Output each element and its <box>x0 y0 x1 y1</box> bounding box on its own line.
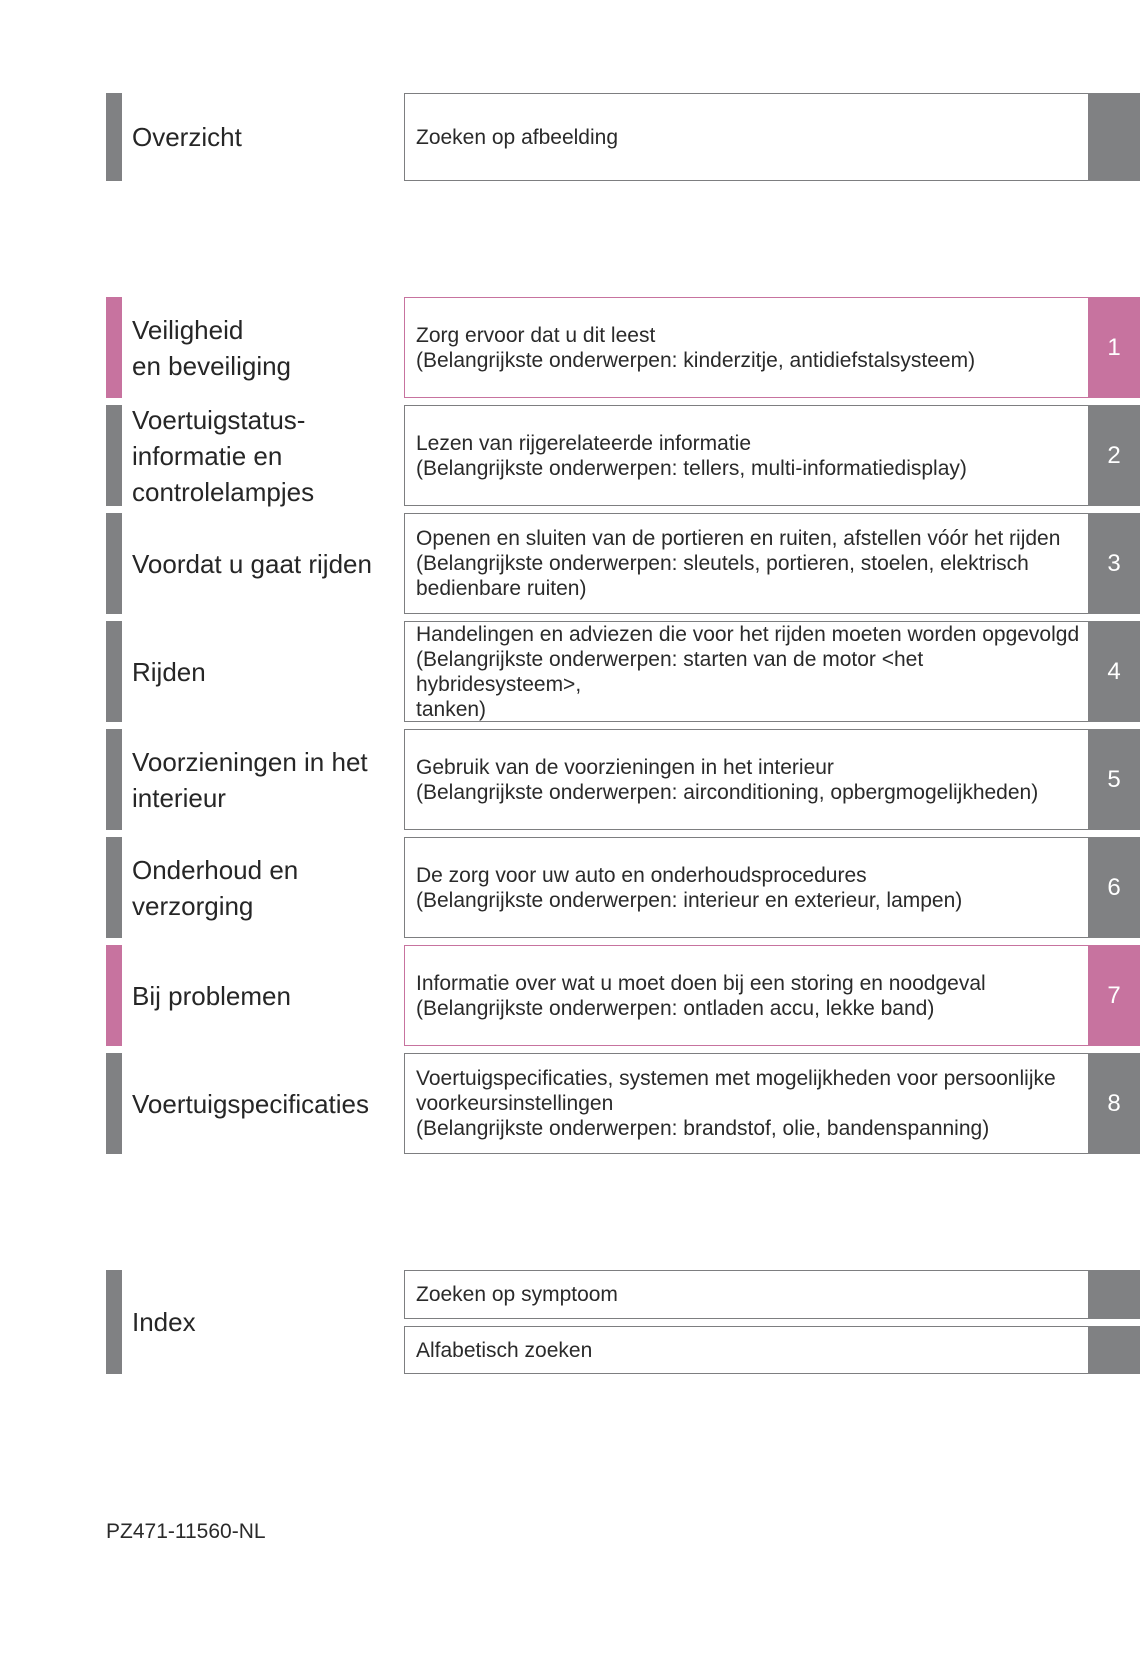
chapter-title <box>132 945 392 1046</box>
chapter-title-text: Voorzieningen in het interieur <box>132 746 368 813</box>
chapter-tab[interactable]: 8 <box>1088 1053 1140 1154</box>
section-bar <box>106 513 122 614</box>
chapter-description-line: (Belangrijkste onderwerpen: brandstof, olie, bandenspanning) <box>416 1117 990 1140</box>
chapter-row-8[interactable] <box>0 1053 1142 1154</box>
overview-tab[interactable] <box>1088 93 1140 181</box>
chapter-description-line: bedienbare ruiten) <box>416 577 587 600</box>
chapter-title-text: Voordat u gaat rijden <box>132 548 372 579</box>
chapter-description-line: (Belangrijkste onderwerpen: interieur en exterieur, lampen) <box>416 888 963 912</box>
chapter-description-line: (Belangrijkste onderwerpen: sleutels, portieren, stoelen, elektrisch <box>416 552 1029 575</box>
chapter-description-line: (Belangrijkste onderwerpen: airconditioning, opbergmogelijkheden) <box>416 780 1039 804</box>
section-bar <box>106 297 122 398</box>
section-bar <box>106 93 122 181</box>
chapter-description-line: (Belangrijkste onderwerpen: ontladen accu, lekke band) <box>416 996 935 1020</box>
chapter-title <box>132 1053 392 1154</box>
index-box[interactable] <box>404 1326 1088 1374</box>
chapter-title-text: Rijden <box>132 656 206 687</box>
chapter-description-line: Gebruik van de voorzieningen in het interieur <box>416 755 834 779</box>
chapter-description-line: Handelingen en adviezen die voor het rijden moeten worden opgevolgd <box>416 622 1080 646</box>
chapter-title-text: Veiligheid en beveiliging <box>132 314 292 381</box>
chapter-description-line: (Belangrijkste onderwerpen: kinderzitje, antidiefstalsysteem) <box>416 348 976 372</box>
chapter-tab[interactable]: 5 <box>1088 729 1140 830</box>
chapter-box[interactable] <box>404 621 1088 722</box>
chapter-title-text: Voertuigstatus- informatie en controlelampjes <box>132 404 315 507</box>
chapter-title-text: Onderhoud en verzorging <box>132 854 299 921</box>
section-bar <box>106 729 122 830</box>
chapter-box[interactable] <box>404 945 1088 1046</box>
chapter-description-line: (Belangrijkste onderwerpen: starten van de motor <het hybridesysteem>, <box>416 647 924 696</box>
chapter-title <box>132 729 392 830</box>
document-code: PZ471-11560-NL <box>106 1520 266 1543</box>
chapter-row-5[interactable] <box>0 729 1142 830</box>
chapter-tab[interactable]: 3 <box>1088 513 1140 614</box>
chapter-description-line: tanken) <box>416 697 487 721</box>
chapter-row-4[interactable] <box>0 621 1142 722</box>
chapter-box[interactable] <box>404 729 1088 830</box>
chapter-title <box>132 405 392 506</box>
chapter-title <box>132 621 392 722</box>
chapter-row-6[interactable] <box>0 837 1142 938</box>
chapter-title <box>132 513 392 614</box>
chapter-description-line: Voertuigspecificaties, systemen met mogelijkheden voor persoonlijke <box>416 1067 1056 1090</box>
chapter-description-line: voorkeursinstellingen <box>416 1092 614 1115</box>
overview-description: Zoeken op afbeelding <box>416 125 618 149</box>
chapter-tab[interactable]: 6 <box>1088 837 1140 938</box>
index-item-alphabetical[interactable] <box>0 1326 1142 1374</box>
chapter-tab[interactable]: 2 <box>1088 405 1140 506</box>
chapter-box[interactable] <box>404 405 1088 506</box>
chapter-tab[interactable]: 4 <box>1088 621 1140 722</box>
chapter-tab[interactable]: 7 <box>1088 945 1140 1046</box>
chapter-description-line: De zorg voor uw auto en onderhoudsprocedures <box>416 863 867 887</box>
chapter-title-text: Bij problemen <box>132 980 291 1011</box>
chapter-row-7[interactable] <box>0 945 1142 1046</box>
chapter-box[interactable] <box>404 297 1088 398</box>
section-bar <box>106 621 122 722</box>
chapter-description-line: Zorg ervoor dat u dit leest <box>416 323 656 347</box>
chapter-description-line: Openen en sluiten van de portieren en ruiten, afstellen vóór het rijden <box>416 527 1061 550</box>
chapter-title-text: Voertuigspecificaties <box>132 1088 370 1119</box>
section-bar <box>106 945 122 1046</box>
chapter-box[interactable] <box>404 1053 1088 1154</box>
overview-title: Overzicht <box>132 122 242 152</box>
index-tab[interactable] <box>1088 1326 1140 1374</box>
index-item-symptom[interactable] <box>0 1270 1142 1319</box>
chapter-row-1[interactable] <box>0 297 1142 398</box>
overview-box[interactable] <box>404 93 1088 181</box>
index-box[interactable] <box>404 1270 1088 1319</box>
chapter-box[interactable] <box>404 837 1088 938</box>
index-item-label: Alfabetisch zoeken <box>416 1338 593 1362</box>
chapter-row-3[interactable] <box>0 513 1142 614</box>
section-bar <box>106 837 122 938</box>
chapter-box[interactable] <box>404 513 1088 614</box>
index-title: Index <box>132 1307 196 1337</box>
chapter-title <box>132 837 392 938</box>
chapter-title <box>132 297 392 398</box>
section-bar <box>106 405 122 506</box>
chapter-description-line: (Belangrijkste onderwerpen: tellers, multi-informatiedisplay) <box>416 456 967 480</box>
overview-row[interactable] <box>0 93 1142 181</box>
index-item-label: Zoeken op symptoom <box>416 1283 618 1306</box>
section-bar <box>106 1053 122 1154</box>
chapter-description-line: Informatie over wat u moet doen bij een storing en noodgeval <box>416 971 986 995</box>
chapter-description-line: Lezen van rijgerelateerde informatie <box>416 431 752 455</box>
chapter-tab[interactable]: 1 <box>1088 297 1140 398</box>
index-tab[interactable] <box>1088 1270 1140 1319</box>
chapter-row-2[interactable] <box>0 405 1142 506</box>
